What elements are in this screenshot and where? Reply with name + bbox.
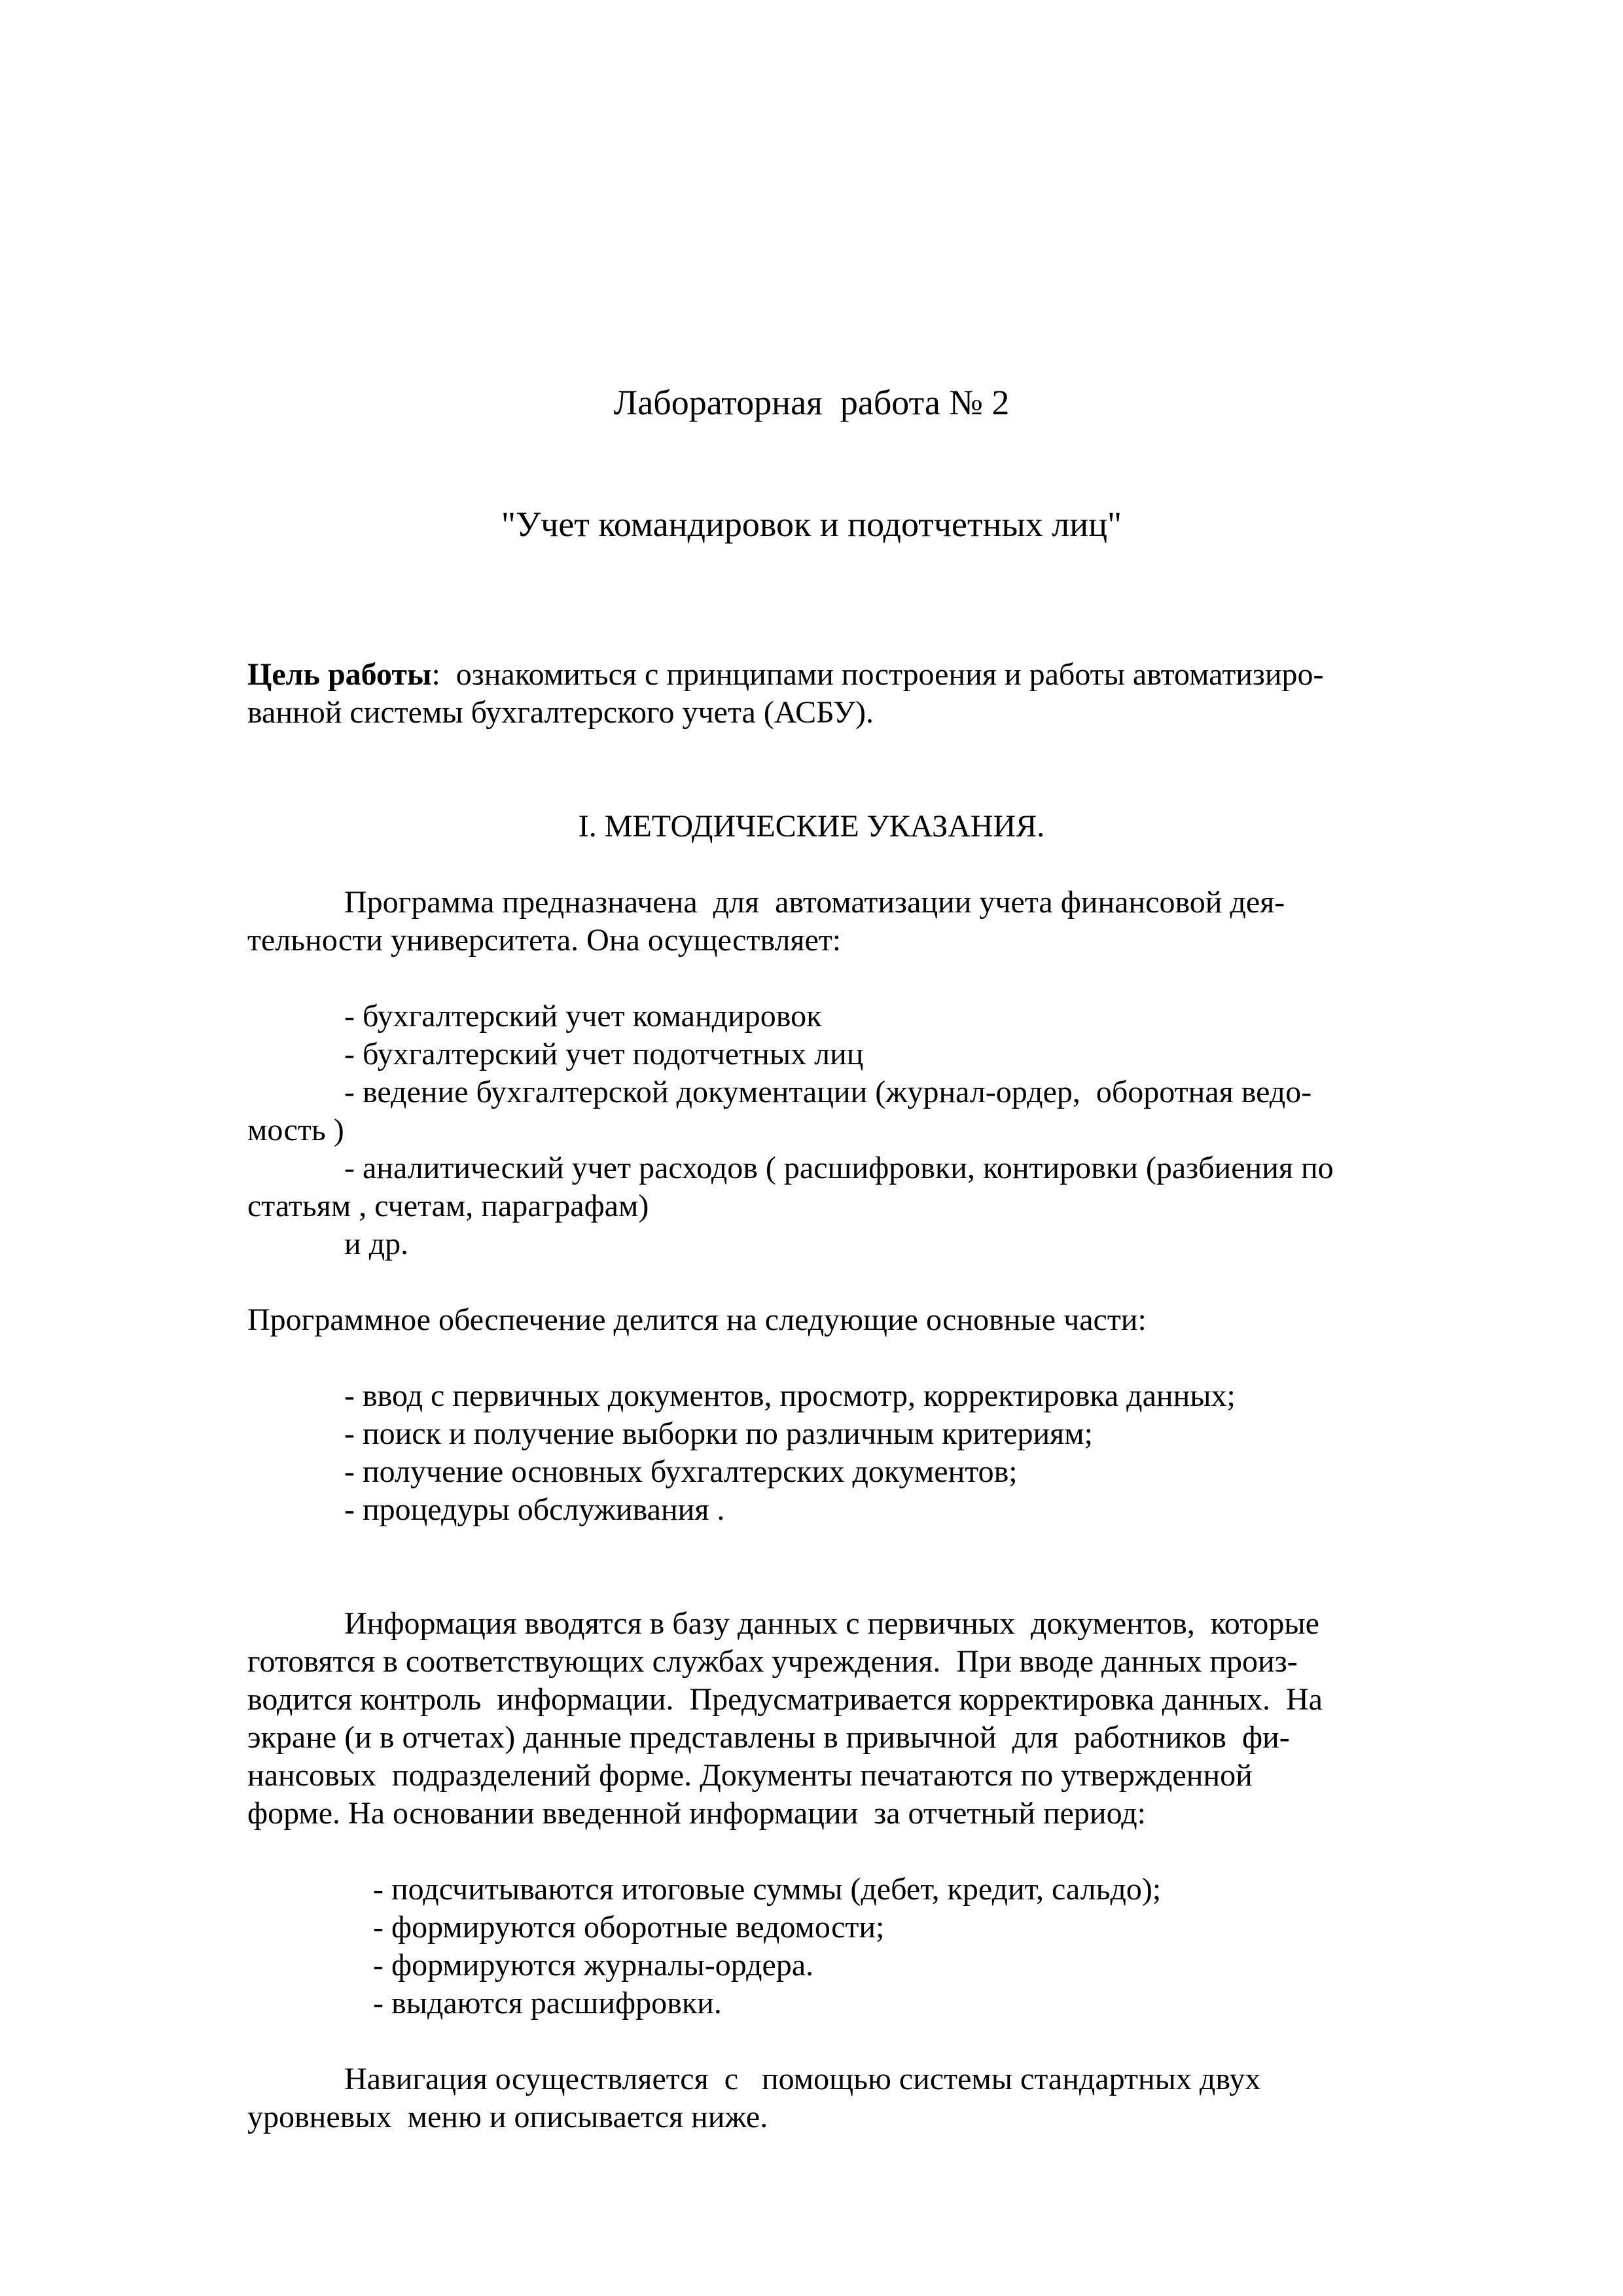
goal-text-1: : ознакомиться с принципами построения и работы автоматизиро-	[431, 657, 1324, 692]
info-line: нансовых подразделений форме. Документы печатаются по утвержденной	[247, 1758, 1253, 1793]
intro-line-1: Программа предназначена для автоматизации учета финансовой дея-	[344, 885, 1285, 920]
software-part-item: - процедуры обслуживания .	[344, 1492, 725, 1527]
document-title: Лабораторная работа № 2	[613, 383, 1010, 422]
navigation-line: уровневых меню и описывается ниже.	[247, 2100, 768, 2134]
period-item: - формируются журналы-ордера.	[373, 1948, 814, 1982]
info-line: Информация вводятся в базу данных с первичных документов, которые	[344, 1606, 1319, 1641]
goal-label: Цель работы	[247, 657, 432, 692]
function-item-continuation: мость )	[247, 1113, 344, 1147]
goal-line-1	[247, 656, 1324, 694]
info-line: водится контроль информации. Предусматривается корректировка данных. На	[247, 1682, 1323, 1717]
function-item: - бухгалтерский учет подотчетных лиц	[344, 1037, 864, 1071]
software-intro: Программное обеспечение делится на следующие основные части:	[247, 1302, 1147, 1337]
function-item: - бухгалтерский учет командировок	[344, 999, 822, 1033]
period-item: - подсчитываются итоговые суммы (дебет, кредит, сальдо);	[373, 1872, 1162, 1907]
goal-line-2: ванной системы бухгалтерского учета (АСБУ).	[247, 695, 874, 730]
info-line: форме. На основании введенной информации за отчетный период:	[247, 1796, 1146, 1831]
software-part-item: - ввод с первичных документов, просмотр, корректировка данных;	[344, 1378, 1236, 1413]
info-line: готовятся в соответствующих службах учреждения. При вводе данных произ-	[247, 1644, 1298, 1679]
function-item: и др.	[344, 1227, 409, 1261]
navigation-line: Навигация осуществляется с помощью системы стандартных двух	[344, 2062, 1261, 2096]
section-heading: I. МЕТОДИЧЕСКИЕ УКАЗАНИЯ.	[578, 809, 1045, 844]
function-item: - аналитический учет расходов ( расшифровки, контировки (разбиения по	[344, 1151, 1334, 1185]
info-line: экране (и в отчетах) данные представлены в привычной для работников фи-	[247, 1720, 1290, 1755]
intro-line-2: тельности университета. Она осуществляет:	[247, 923, 842, 958]
software-part-item: - получение основных бухгалтерских документов;	[344, 1454, 1018, 1489]
function-item: - ведение бухгалтерской документации (журнал-ордер, оборотная ведо-	[344, 1075, 1312, 1109]
software-part-item: - поиск и получение выборки по различным критериям;	[344, 1416, 1093, 1451]
document-subtitle: "Учет командировок и подотчетных лиц"	[501, 505, 1122, 544]
period-item: - формируются оборотные ведомости;	[373, 1910, 885, 1945]
function-item-continuation: статьям , счетам, параграфам)	[247, 1189, 649, 1223]
period-item: - выдаются расшифровки.	[373, 1986, 722, 2020]
